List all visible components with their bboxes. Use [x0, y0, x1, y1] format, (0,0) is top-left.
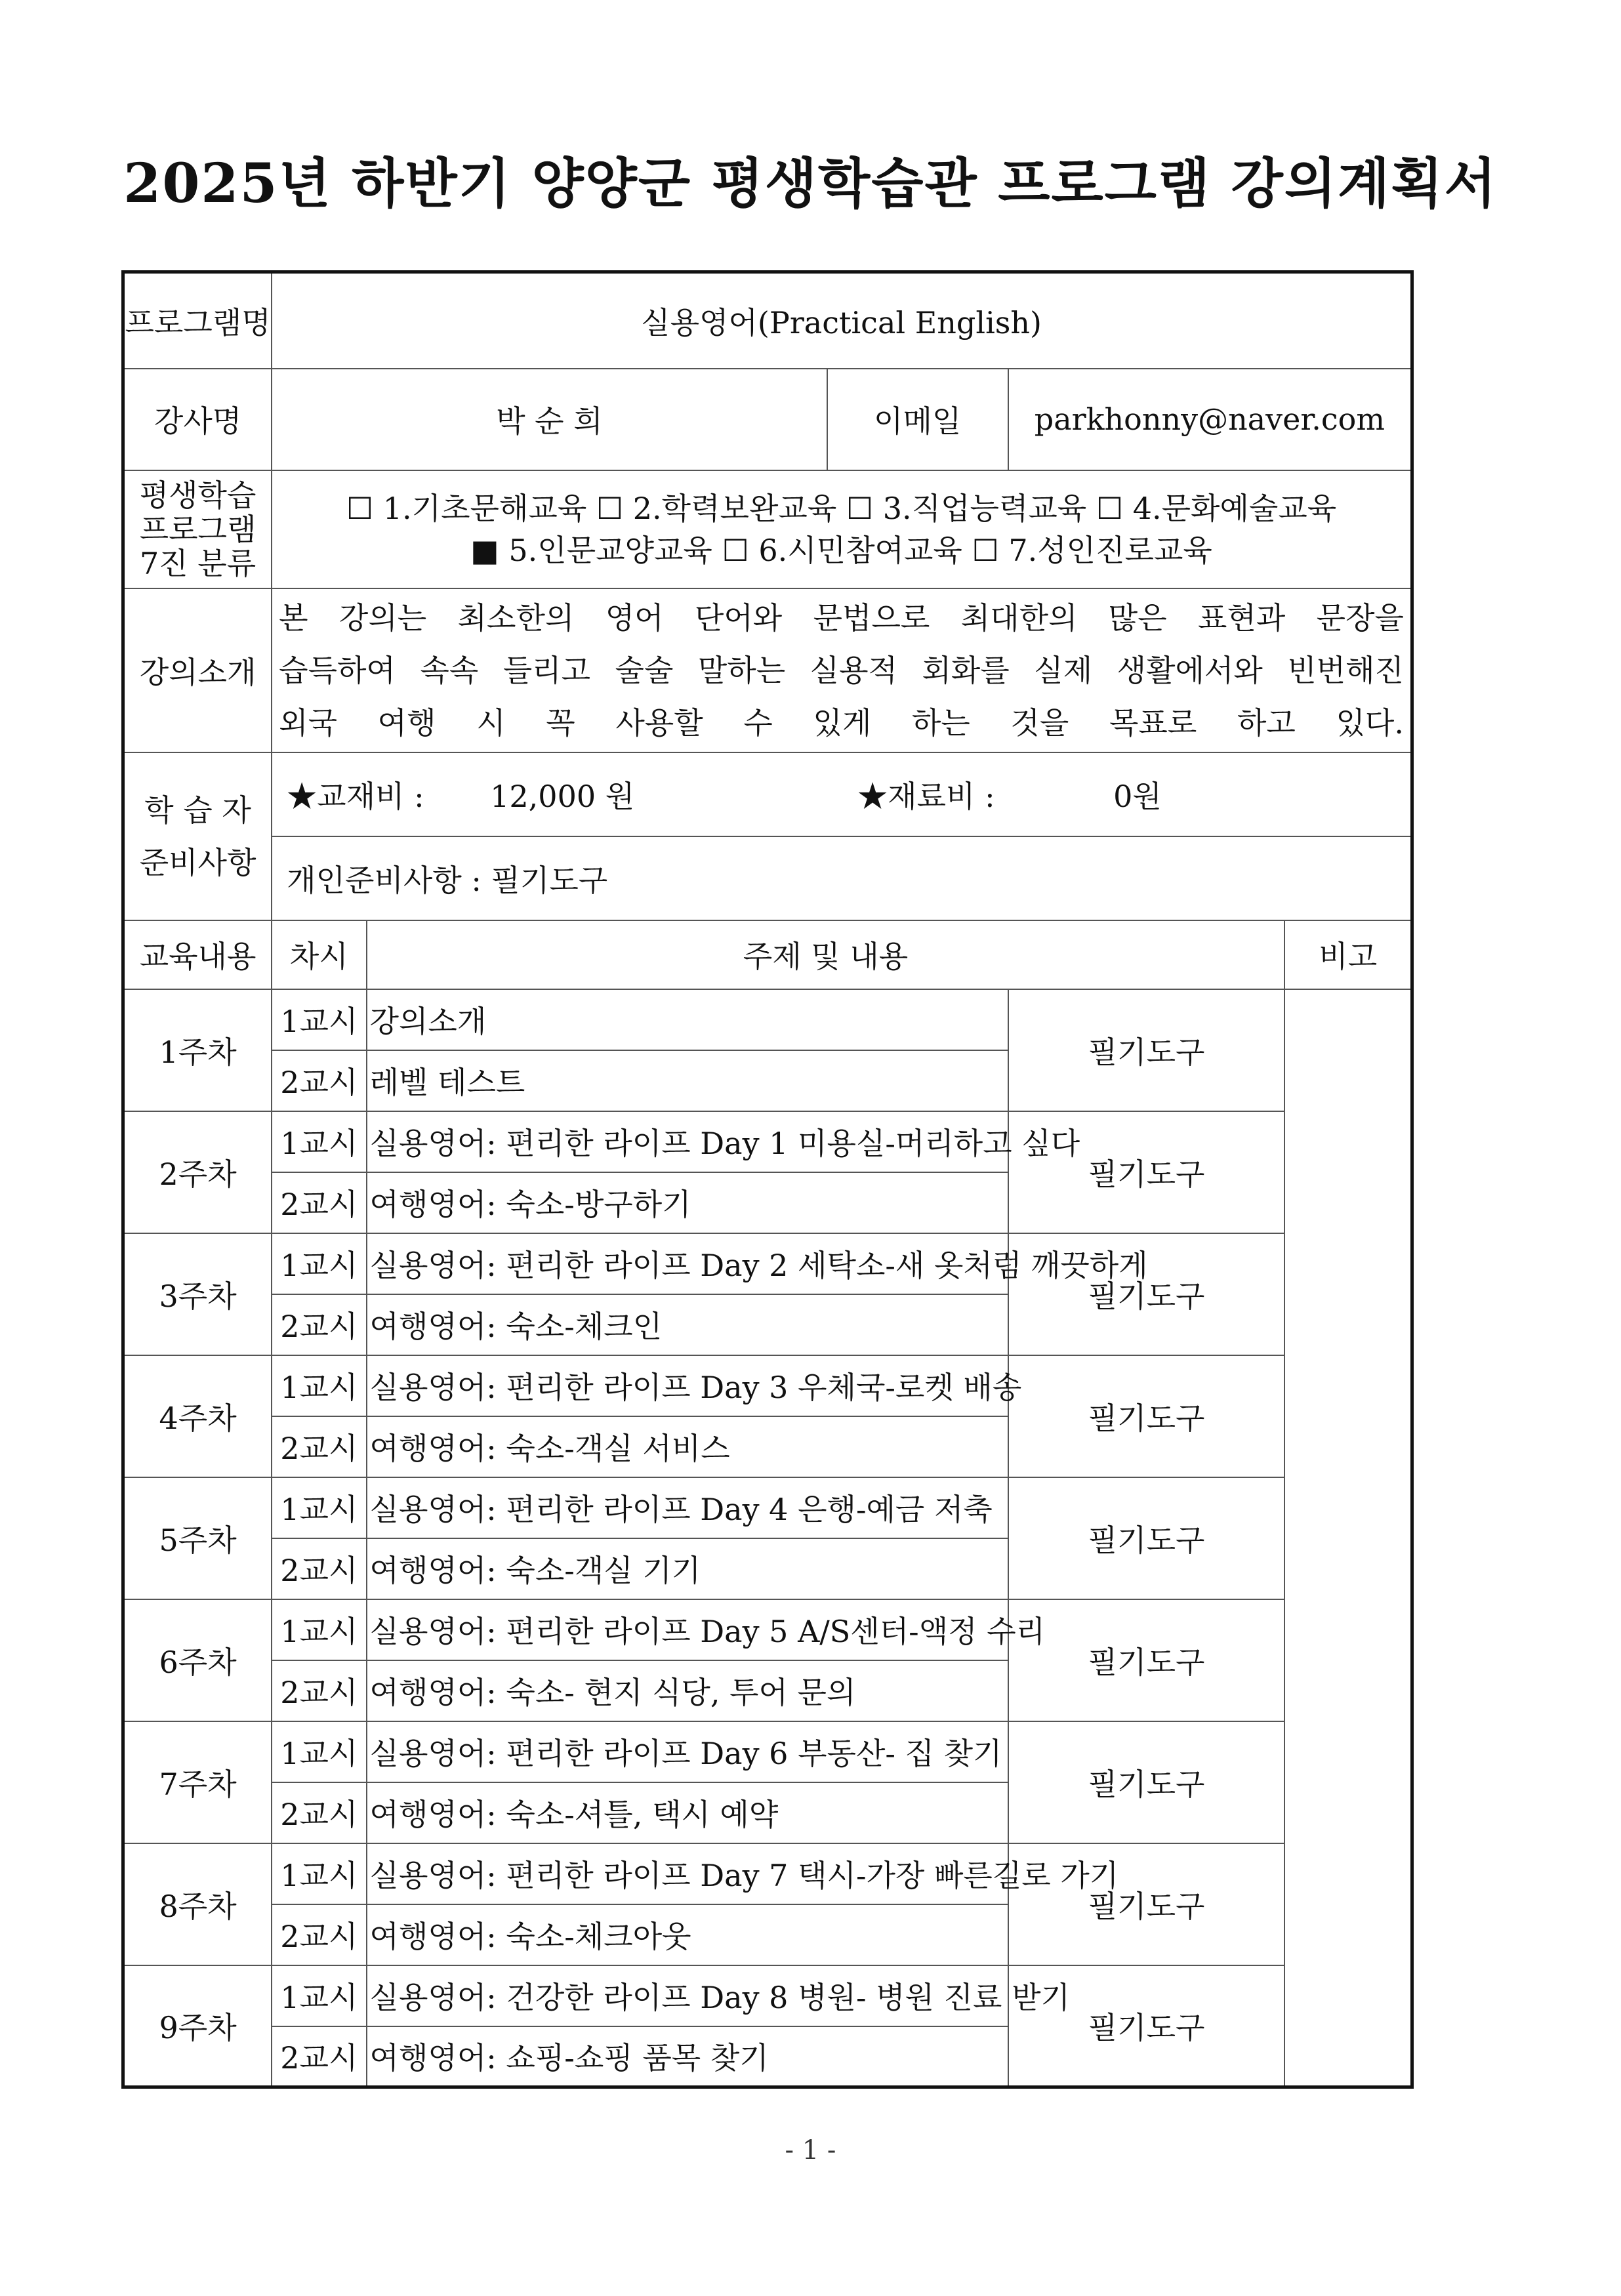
period-label: 1교시	[272, 1599, 366, 1660]
week-label: 8주차	[123, 1843, 272, 1965]
period-label: 1교시	[272, 989, 366, 1050]
table-row	[123, 1355, 1412, 1416]
content-header-row	[123, 920, 1412, 989]
table-row	[123, 1721, 1412, 1782]
classification-options	[272, 470, 1412, 588]
note-header: 비고	[1284, 920, 1412, 989]
period-label: 1교시	[272, 1965, 366, 2026]
topic-cell: 여행영어: 숙소-객실 서비스	[367, 1416, 1008, 1477]
period-label: 2교시	[272, 1904, 366, 1965]
topic-cell: 여행영어: 숙소-방구하기	[367, 1172, 1008, 1233]
topic-cell: 실용영어: 편리한 라이프 Day 6 부동산- 집 찾기	[367, 1721, 1008, 1782]
table-row	[123, 1233, 1412, 1294]
material-label: ★재료비 :	[857, 778, 995, 814]
note-cell: 필기도구	[1008, 1477, 1285, 1599]
instructor-email: parkhonny@naver.com	[1008, 369, 1412, 470]
table-row	[123, 1599, 1412, 1660]
table-row	[123, 1965, 1412, 2026]
intro-row	[123, 588, 1412, 752]
topic-header: 주제 및 내용	[367, 920, 1285, 989]
period-label: 1교시	[272, 1843, 366, 1904]
week-label: 5주차	[123, 1477, 272, 1599]
personal-prep: 개인준비사항 : 필기도구	[272, 836, 1412, 920]
topic-cell: 여행영어: 숙소-체크아웃	[367, 1904, 1008, 1965]
instructor-name: 박 순 희	[272, 369, 827, 470]
note-cell: 필기도구	[1008, 1233, 1285, 1355]
program-label: 프로그램명	[123, 272, 272, 369]
course-plan-table	[121, 270, 1414, 2089]
period-label: 1교시	[272, 1111, 366, 1172]
topic-cell: 여행영어: 쇼핑-쇼핑 품목 찾기	[367, 2026, 1008, 2087]
topic-cell: 실용영어: 편리한 라이프 Day 4 은행-예금 저축	[367, 1477, 1008, 1538]
period-label: 2교시	[272, 1294, 366, 1355]
week-label: 2주차	[123, 1111, 272, 1233]
week-label: 1주차	[123, 989, 272, 1111]
email-label: 이메일	[827, 369, 1008, 470]
program-row	[123, 272, 1412, 369]
classification-label: 평생학습 프로그램 7진 분류	[123, 470, 272, 588]
note-cell: 필기도구	[1008, 1111, 1285, 1233]
table-row	[123, 1477, 1412, 1538]
week-label: 7주차	[123, 1721, 272, 1843]
topic-cell: 강의소개	[367, 989, 1008, 1050]
topic-cell: 여행영어: 숙소-객실 기기	[367, 1538, 1008, 1599]
textbook-cost: 12,000 원	[490, 778, 635, 814]
note-cell: 필기도구	[1008, 1355, 1285, 1477]
topic-cell: 여행영어: 숙소-셔틀, 택시 예약	[367, 1782, 1008, 1843]
note-cell: 필기도구	[1008, 1843, 1285, 1965]
note-cell: 필기도구	[1008, 1721, 1285, 1843]
note-cell: 필기도구	[1008, 1599, 1285, 1721]
period-label: 2교시	[272, 1782, 366, 1843]
content-label: 교육내용	[123, 920, 272, 989]
classification-row	[123, 470, 1412, 588]
topic-cell: 여행영어: 숙소- 현지 식당, 투어 문의	[367, 1660, 1008, 1721]
document-title: 2025년 하반기 양양군 평생학습관 프로그램 강의계획서	[123, 152, 1498, 215]
intro-line: 습득하여 속속 들리고 술술 말하는 실용적 회화를 실제 생활에서와 빈번해진	[279, 652, 1404, 688]
week-label: 3주차	[123, 1233, 272, 1355]
note-cell: 필기도구	[1008, 1965, 1285, 2087]
intro-text	[272, 588, 1412, 752]
table-row	[123, 1843, 1412, 1904]
topic-cell: 실용영어: 편리한 라이프 Day 3 우체국-로켓 배송	[367, 1355, 1008, 1416]
period-label: 2교시	[272, 1050, 366, 1111]
prep-personal-row	[123, 836, 1412, 920]
table-row	[123, 1111, 1412, 1172]
prep-label: 학 습 자 준비사항	[123, 752, 272, 920]
period-label: 2교시	[272, 1660, 366, 1721]
period-label: 2교시	[272, 1416, 366, 1477]
period-label: 2교시	[272, 2026, 366, 2087]
topic-cell: 레벨 테스트	[367, 1050, 1008, 1111]
instructor-row	[123, 369, 1412, 470]
week-label: 9주차	[123, 1965, 272, 2087]
week-label: 6주차	[123, 1599, 272, 1721]
instructor-label: 강사명	[123, 369, 272, 470]
topic-cell: 여행영어: 숙소-체크인	[367, 1294, 1008, 1355]
topic-cell: 실용영어: 편리한 라이프 Day 2 세탁소-새 옷처럼 깨끗하게	[367, 1233, 1008, 1294]
topic-cell: 실용영어: 편리한 라이프 Day 7 택시-가장 빠른길로 가기	[367, 1843, 1008, 1904]
period-label: 1교시	[272, 1477, 366, 1538]
table-row	[123, 989, 1412, 1050]
period-label: 2교시	[272, 1172, 366, 1233]
program-name: 실용영어(Practical English)	[272, 272, 1412, 369]
classification-line-1: ☐ 1.기초문해교육 ☐ 2.학력보완교육 ☐ 3.직업능력교육 ☐ 4.문화예술교육	[346, 490, 1337, 526]
page-number: - 1 -	[785, 2135, 836, 2165]
prep-costs	[272, 752, 1412, 836]
period-label: 1교시	[272, 1233, 366, 1294]
prep-cost-row	[123, 752, 1412, 836]
intro-line: 본 강의는 최소한의 영어 단어와 문법으로 최대한의 많은 표현과 문장을	[279, 600, 1404, 636]
period-label: 2교시	[272, 1538, 366, 1599]
period-label: 1교시	[272, 1721, 366, 1782]
intro-line: 외국 여행 시 꼭 사용할 수 있게 하는 것을 목표로 하고 있다.	[279, 705, 1404, 741]
textbook-label: ★교재비 :	[287, 778, 424, 814]
classification-line-2: ■ 5.인문교양교육 ☐ 6.시민참여교육 ☐ 7.성인진로교육	[470, 532, 1212, 568]
weeks-body	[123, 989, 1412, 2087]
topic-cell: 실용영어: 편리한 라이프 Day 1 미용실-머리하고 싶다	[367, 1111, 1008, 1172]
note-cell: 필기도구	[1008, 989, 1285, 1111]
material-cost: 0원	[1113, 778, 1162, 814]
intro-label: 강의소개	[123, 588, 272, 752]
topic-cell: 실용영어: 건강한 라이프 Day 8 병원- 병원 진료 받기	[367, 1965, 1008, 2026]
topic-cell: 실용영어: 편리한 라이프 Day 5 A/S센터-액정 수리	[367, 1599, 1008, 1660]
week-label: 4주차	[123, 1355, 272, 1477]
period-label: 1교시	[272, 1355, 366, 1416]
session-header: 차시	[272, 920, 366, 989]
